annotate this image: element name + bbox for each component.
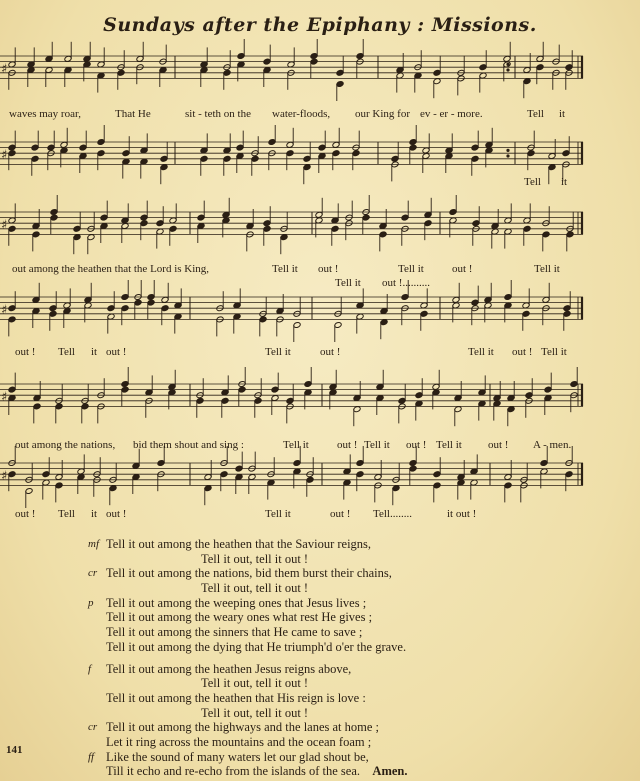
verse-text xyxy=(106,720,379,735)
verse-text xyxy=(106,735,371,750)
verse-line xyxy=(80,662,600,677)
lyric-word: our King for xyxy=(355,108,410,120)
lyric-word: it out ! xyxy=(447,508,477,520)
lyric-word: Tell xyxy=(58,346,75,358)
verse-line xyxy=(80,764,600,779)
verse-text xyxy=(201,552,308,567)
lyric-word: ev - er - more. xyxy=(420,108,483,120)
lyric-word: Tell xyxy=(527,108,544,120)
dynamic-marking: f xyxy=(88,662,92,675)
verse-line xyxy=(80,720,600,735)
dynamic-marking: mf xyxy=(88,538,99,550)
verse-text-content: Tell it out among the weeping ones that Jesus lives ; xyxy=(106,595,367,610)
verse-text-content: Let it ring across the mountains and the ocean foam ; xyxy=(106,734,372,749)
repeat-dot xyxy=(506,63,509,66)
key-signature-mark: ♯ xyxy=(1,217,8,233)
lyric-word: Tell........ xyxy=(373,508,412,520)
lyric-word: waves may roar, xyxy=(9,108,81,120)
lyric-word: out ! xyxy=(512,346,533,358)
dynamic-marking: cr xyxy=(88,567,98,580)
dynamic-marking: cr xyxy=(88,721,98,734)
verse-text xyxy=(201,706,308,721)
page-number: 141 xyxy=(6,744,23,756)
verse-line xyxy=(80,640,600,655)
verse-line xyxy=(80,691,600,706)
verse-text-content: Till it echo and re-echo from the islands of the sea. xyxy=(106,764,360,779)
page-title: Sundays after the Epiphany : Missions. xyxy=(103,14,537,36)
verse-line xyxy=(80,750,600,765)
verse-line xyxy=(80,610,600,625)
verse-text xyxy=(201,676,308,691)
verse-text-content: Tell it out among the weary ones what rest He gives ; xyxy=(106,610,373,625)
verse-line xyxy=(80,625,600,640)
lyric-word: Tell it xyxy=(335,277,361,289)
verse-text-content: Tell it out among the sinners that He came to save ; xyxy=(106,625,363,640)
verse-text-content: Tell it out, tell it out ! xyxy=(201,705,309,720)
verse-text-content: Tell it out among the heathen Jesus reigns above, xyxy=(106,661,352,676)
lyric-word: it xyxy=(91,508,98,520)
lyric-word: Tell it xyxy=(265,346,291,358)
verse-text-content: Tell it out among the heathen that His reign is love : xyxy=(106,690,366,705)
lyric-word: out ! xyxy=(15,346,36,358)
verse-text-content: Tell it out, tell it out ! xyxy=(201,551,309,566)
lyric-word: out ! xyxy=(318,263,339,275)
amen-ending: Amen. xyxy=(370,764,408,779)
lyric-word: Tell xyxy=(524,176,541,188)
repeat-dot xyxy=(506,68,509,71)
lyric-word: it xyxy=(91,346,98,358)
lyric-word: Tell it xyxy=(468,346,494,358)
repeat-dot xyxy=(506,149,509,152)
verse-line xyxy=(80,537,600,552)
key-signature-mark: ♯ xyxy=(1,147,8,163)
dynamic-marking: p xyxy=(88,596,94,609)
key-signature-mark: ♯ xyxy=(1,468,8,484)
lyric-word: Tell it xyxy=(436,439,462,451)
verse-line xyxy=(80,735,600,750)
verse-text-content: Tell it out, tell it out ! xyxy=(201,676,309,691)
verse-text xyxy=(106,596,366,611)
lyric-word: out ! xyxy=(15,508,36,520)
repeat-dot xyxy=(506,154,509,157)
lyric-word: out ! xyxy=(337,439,358,451)
verse-text xyxy=(106,764,408,779)
lyric-word: Tell it xyxy=(265,508,291,520)
verse-line xyxy=(80,552,600,567)
lyric-word: A - men. xyxy=(533,439,572,451)
key-signature-mark: ♯ xyxy=(1,389,8,405)
lyric-word: out !.......... xyxy=(382,277,430,289)
verse-text-content: Tell it out among the highways and the lanes at home ; xyxy=(106,720,380,735)
lyric-word: out ! xyxy=(406,439,427,451)
lyric-word: sit - teth on the xyxy=(185,108,251,120)
verse-text-content: Tell it out, tell it out ! xyxy=(201,581,309,596)
lyric-word: bid them shout and sing : xyxy=(133,439,244,451)
lyric-word: out ! xyxy=(106,346,127,358)
hymn-verses xyxy=(80,537,600,779)
verse-text xyxy=(106,537,371,552)
dynamic-marking: ff xyxy=(88,750,95,763)
verse-text xyxy=(106,610,372,625)
verse-line xyxy=(80,706,600,721)
lyric-word: Tell it xyxy=(364,439,390,451)
verse-text-content: Like the sound of many waters let our glad shout be, xyxy=(106,749,369,764)
lyric-word: Tell it xyxy=(398,263,424,275)
lyric-word: out ! xyxy=(488,439,509,451)
lyric-word: out ! xyxy=(452,263,473,275)
verse-line xyxy=(80,581,600,596)
key-signature-mark: ♯ xyxy=(1,61,8,77)
lyric-word: out among the nations, xyxy=(15,439,116,451)
verse-line xyxy=(80,566,600,581)
lyric-word: out ! xyxy=(330,508,351,520)
verse-text-content: Tell it out among the nations, bid them burst their chains, xyxy=(106,566,392,581)
lyric-word: it xyxy=(559,108,566,120)
verse-text xyxy=(106,750,369,765)
verse-text xyxy=(106,640,406,655)
lyric-word: it xyxy=(561,176,568,188)
lyric-word: out ! xyxy=(320,346,341,358)
verse-text xyxy=(106,625,362,640)
lyric-word: out ! xyxy=(106,508,127,520)
verse-text xyxy=(106,566,392,581)
lyric-word: Tell it xyxy=(534,263,560,275)
key-signature-mark: ♯ xyxy=(1,302,8,318)
verse-text-content: Tell it out among the dying that He triumph'd o'er the grave. xyxy=(106,639,407,654)
verse-text-content: Tell it out among the heathen that the Saviour reigns, xyxy=(106,537,372,551)
lyric-word: Tell it xyxy=(541,346,567,358)
lyric-word: out among the heathen that the Lord is King, xyxy=(12,263,210,275)
lyric-word: water-floods, xyxy=(272,108,331,120)
lyric-word: That He xyxy=(115,108,151,120)
verse-text xyxy=(106,691,366,706)
verse-text xyxy=(106,662,351,677)
lyric-word: Tell xyxy=(58,508,75,520)
lyric-word: Tell it xyxy=(283,439,309,451)
lyric-word: Tell it xyxy=(272,263,298,275)
verse-line xyxy=(80,676,600,691)
verse-line xyxy=(80,596,600,611)
verse-text xyxy=(201,581,308,596)
